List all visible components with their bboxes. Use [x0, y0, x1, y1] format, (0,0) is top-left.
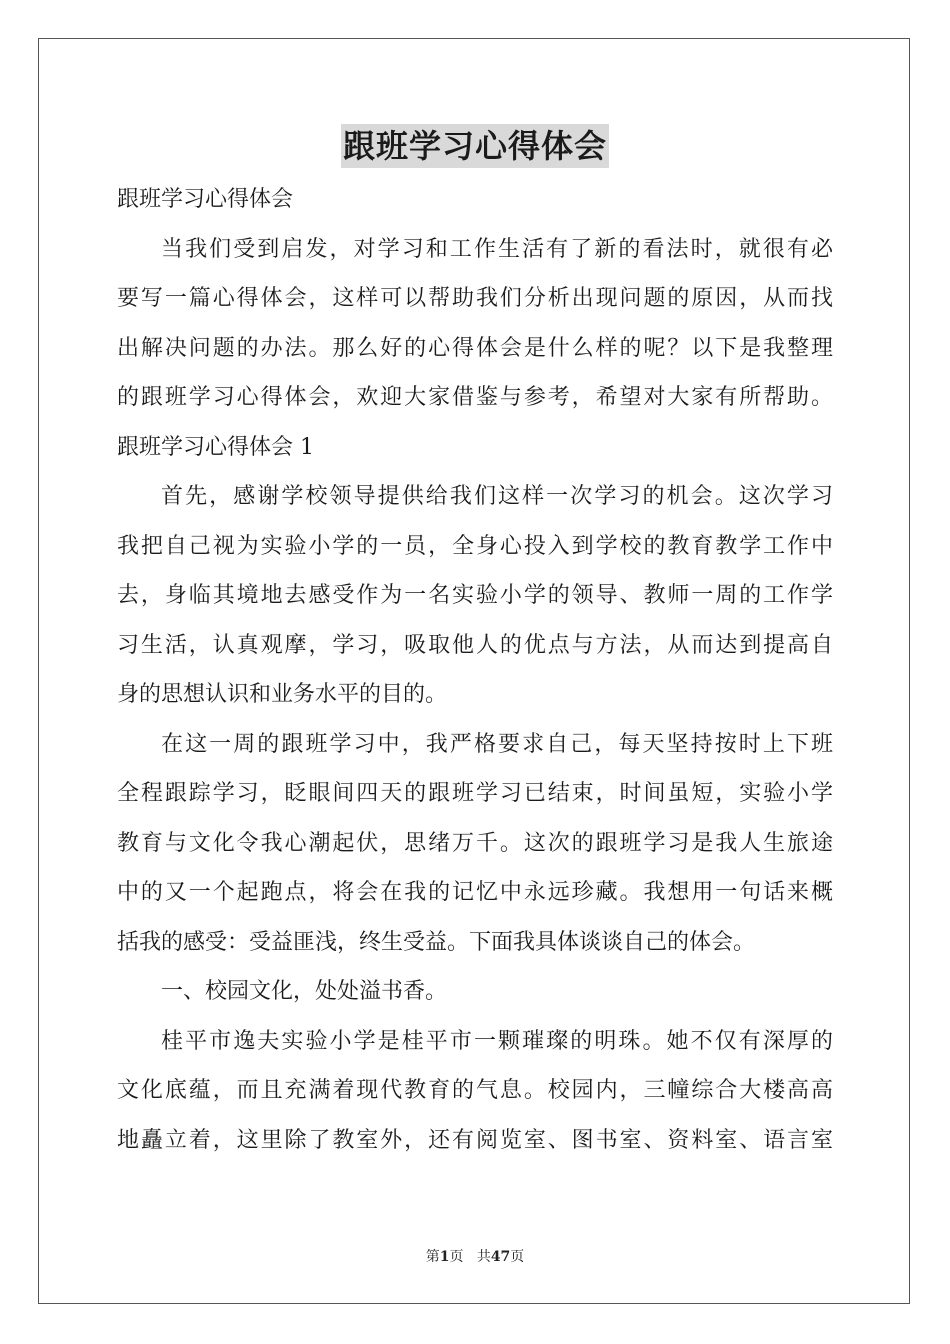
text-line: 一、校园文化，处处溢书香。 — [161, 979, 448, 1004]
footer-total-pages: 47 — [490, 1249, 511, 1265]
text-line: 全程跟踪学习，眨眼间四天的跟班学习已结束，时间虽短，实验小学 — [117, 781, 833, 806]
text-line: 习生活，认真观摩，学习，吸取他人的优点与方法，从而达到提高自 — [117, 632, 833, 658]
page-footer — [0, 1246, 950, 1266]
text-line: 身的思想认识和业务水平的目的。 — [117, 682, 448, 707]
footer-page-number: 1 — [439, 1249, 450, 1265]
text-line: 当我们受到启发，对学习和工作生活有了新的看法时，就很有必 — [161, 236, 833, 262]
text-line: 出解决问题的办法。那么好的心得体会是什么样的呢？以下是我整理 — [117, 335, 833, 361]
text-line: 要写一篇心得体会，这样可以帮助我们分析出现问题的原因，从而找 — [117, 286, 833, 311]
text-line: 在这一周的跟班学习中，我严格要求自己，每天坚持按时上下班 — [161, 731, 833, 757]
text-line: 我把自己视为实验小学的一员，全身心投入到学校的教育教学工作中 — [117, 533, 833, 559]
footer-page-suffix: 页 — [449, 1249, 464, 1265]
text-line: 的跟班学习心得体会，欢迎大家借鉴与参考，希望对大家有所帮助。 — [117, 385, 833, 410]
footer-page-prefix: 第 — [425, 1249, 440, 1265]
text-line: 去，身临其境地去感受作为一名实验小学的领导、教师一周的工作学 — [117, 583, 833, 608]
text-line: 地矗立着，这里除了教室外，还有阅览室、图书室、资料室、语言室 — [117, 1127, 833, 1153]
text-line: 桂平市逸夫实验小学是桂平市一颗璀璨的明珠。她不仅有深厚的 — [161, 1028, 833, 1054]
document-title: 跟班学习心得体会 — [341, 124, 609, 168]
footer-total-prefix: 共 — [476, 1249, 491, 1265]
text-line: 教育与文化令我心潮起伏，思绪万千。这次的跟班学习是我人生旅途 — [117, 830, 833, 856]
text-line: 文化底蕴，而且充满着现代教育的气息。校园内，三幢综合大楼高高 — [117, 1078, 833, 1103]
text-line: 跟班学习心得体会 — [117, 187, 294, 212]
text-line: 首先，感谢学校领导提供给我们这样一次学习的机会。这次学习 — [161, 484, 833, 509]
text-line: 跟班学习心得体会 1 — [117, 434, 314, 460]
footer-total-suffix: 页 — [510, 1249, 525, 1265]
text-line: 中的又一个起跑点，将会在我的记忆中永远珍藏。我想用一句话来概 — [117, 880, 833, 905]
title-container — [0, 124, 950, 168]
document-body — [117, 175, 833, 1165]
text-line: 括我的感受：受益匪浅，终生受益。下面我具体谈谈自己的体会。 — [117, 929, 756, 955]
